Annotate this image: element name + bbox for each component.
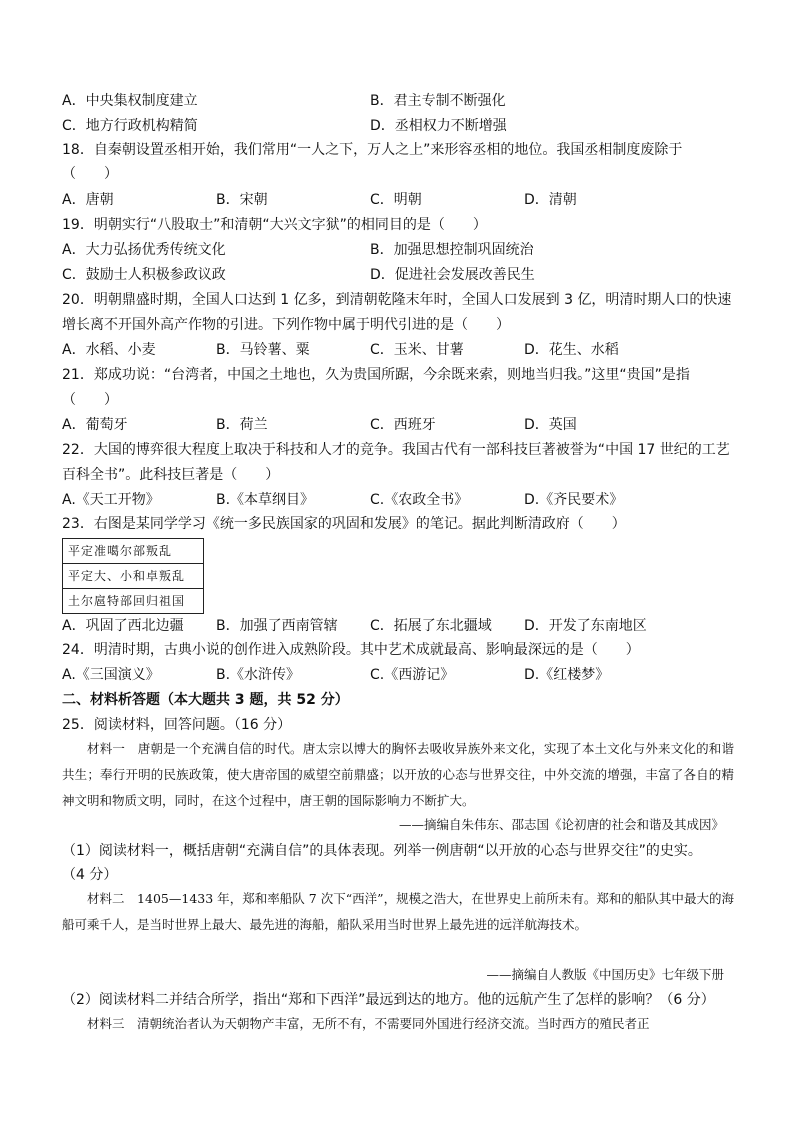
q23-note-2: 平定大、小和卓叛乱 [63,564,203,589]
q25-sub2: （2）阅读材料二并结合所学，指出“郑和下西洋”最远到达的地方。他的远航产生了怎样的影响？（6 分） [62,992,715,1008]
q23-stem: 23．右图是某同学学习《统一多民族国家的巩固和发展》的笔记。据此判断清政府（ ） [62,516,626,532]
q21-stem-line2: （ ） [62,392,118,408]
q23-note-3: 土尔扈特部回归祖国 [68,594,186,608]
q25-material1: 材料一 唐朝是一个充满自信的时代。唐太宗以博大的胸怀去吸收异族外来文化，实现了本土文化与外来文化的和谐共生；奉行开明的民族政策，使大唐帝国的威望空前鼎盛；以开放的心态与世界交往，中外交流的增强，丰富了各自的精神文明和物质文明，同时，在这个过程中，唐王朝的国际影响力不断扩大。 [62,741,734,808]
q24-stem: 24．明清时期，古典小说的创作进入成熟阶段。其中艺术成就最高、影响最深远的是（ ） [62,642,640,658]
q24-option-b: B.《水浒传》 [216,667,301,683]
q23-option-a: A．巩固了西北边疆 [62,618,184,634]
q20-stem-line2: 增长离不开国外高产作物的引进。下列作物中属于明代引进的是（ ） [62,317,510,333]
q24-option-a: A.《三国演义》 [62,667,160,683]
q19-stem: 19．明朝实行“八股取士”和清朝“大兴文字狱”的相同目的是（ ） [62,217,487,233]
q21-option-d: D．英国 [524,417,577,433]
q21-option-a: A．葡萄牙 [62,417,128,433]
q24-option-c: C.《西游记》 [370,667,455,683]
q23-option-c: C．拓展了东北疆域 [370,618,492,634]
q25-source2: ——摘编自人教版《中国历史》七年级下册 [486,967,724,982]
q18-stem-line2: （ ） [62,166,118,182]
q23-notes-box [62,538,204,614]
q18-stem-line1: 18．自秦朝设置丞相开始，我们常用“一人之下，万人之上”来形容丞相的地位。我国丞相制度废除于 [62,142,683,158]
q25-sub1-line1: （1）阅读材料一，概括唐朝“充满自信”的具体表现。列举一例唐朝“以开放的心态与世界交往”的史实。 [62,843,702,859]
q18-option-b: B．宋朝 [216,192,268,208]
q17-option-b: B．君主专制不断强化 [370,93,506,109]
q20-option-a: A．水稻、小麦 [62,342,156,358]
q22-option-d: D.《齐民要术》 [524,492,624,508]
q25-source1: ——摘编自朱伟东、邵志国《论初唐的社会和谐及其成因》 [398,817,724,832]
q22-option-a: A.《天工开物》 [62,492,160,508]
q20-option-b: B．马铃薯、粟 [216,342,310,358]
q23-option-b: B．加强了西南管辖 [216,618,338,634]
q20-stem-line1: 20．明朝鼎盛时期，全国人口达到 1 亿多，到清朝乾隆末年时，全国人口发展到 3 亿，明清时期人口的快速 [62,292,732,308]
q19-option-d: D．促进社会发展改善民生 [370,267,535,283]
q17-option-a: A．中央集权制度建立 [62,93,198,109]
q19-option-b: B．加强思想控制巩固统治 [370,242,534,258]
q24-option-d: D.《红楼梦》 [524,667,610,683]
q22-option-b: B.《本草纲目》 [216,492,315,508]
q25-stem: 25．阅读材料，回答问题。（16 分） [62,717,292,733]
q25-material2: 材料二 1405—1433 年，郑和率船队 7 次下“西洋”，规模之浩大，在世界史上前所未有。郑和的船队其中最大的海船可乘千人，是当时世界上最大、最先进的海船，船队采用当时世界上最先进的远洋航海技术。 [62,891,734,932]
q23-note-1: 平定准噶尔部叛乱 [63,539,203,564]
q20-option-d: D．花生、水稻 [524,342,619,358]
q20-option-c: C．玉米、甘薯 [370,342,464,358]
section2-title: 二、材料析答题（本大题共 3 题，共 52 分） [62,692,349,708]
q25-sub1-line2: （4 分） [62,867,118,883]
q22-option-c: C.《农政全书》 [370,492,469,508]
q19-option-c: C．鼓励士人积极参政议政 [62,267,226,283]
q23-option-d: D．开发了东南地区 [524,618,647,634]
q21-option-c: C．西班牙 [370,417,436,433]
q19-option-a: A．大力弘扬优秀传统文化 [62,242,226,258]
q21-option-b: B．荷兰 [216,417,268,433]
q21-stem-line1: 21．郑成功说：“台湾者，中国之土地也，久为贵国所踞，今余既来索，则地当归我。”这里“贵国”是指 [62,367,690,383]
q18-option-d: D．清朝 [524,192,577,208]
q22-stem-line2: 百科全书”。此科技巨著是（ ） [62,467,280,483]
q17-option-c: C．地方行政机构精简 [62,118,198,134]
q18-option-c: C．明朝 [370,192,422,208]
q25-material3: 材料三 清朝统治者认为天朝物产丰富，无所不有，不需要同外国进行经济交流。当时西方的殖民者正 [87,1016,650,1031]
q18-option-a: A．唐朝 [62,192,114,208]
q22-stem-line1: 22．大国的博弈很大程度上取决于科技和人才的竞争。我国古代有一部科技巨著被誉为“中国 17 世纪的工艺 [62,442,730,458]
q17-option-d: D．丞相权力不断增强 [370,118,507,134]
